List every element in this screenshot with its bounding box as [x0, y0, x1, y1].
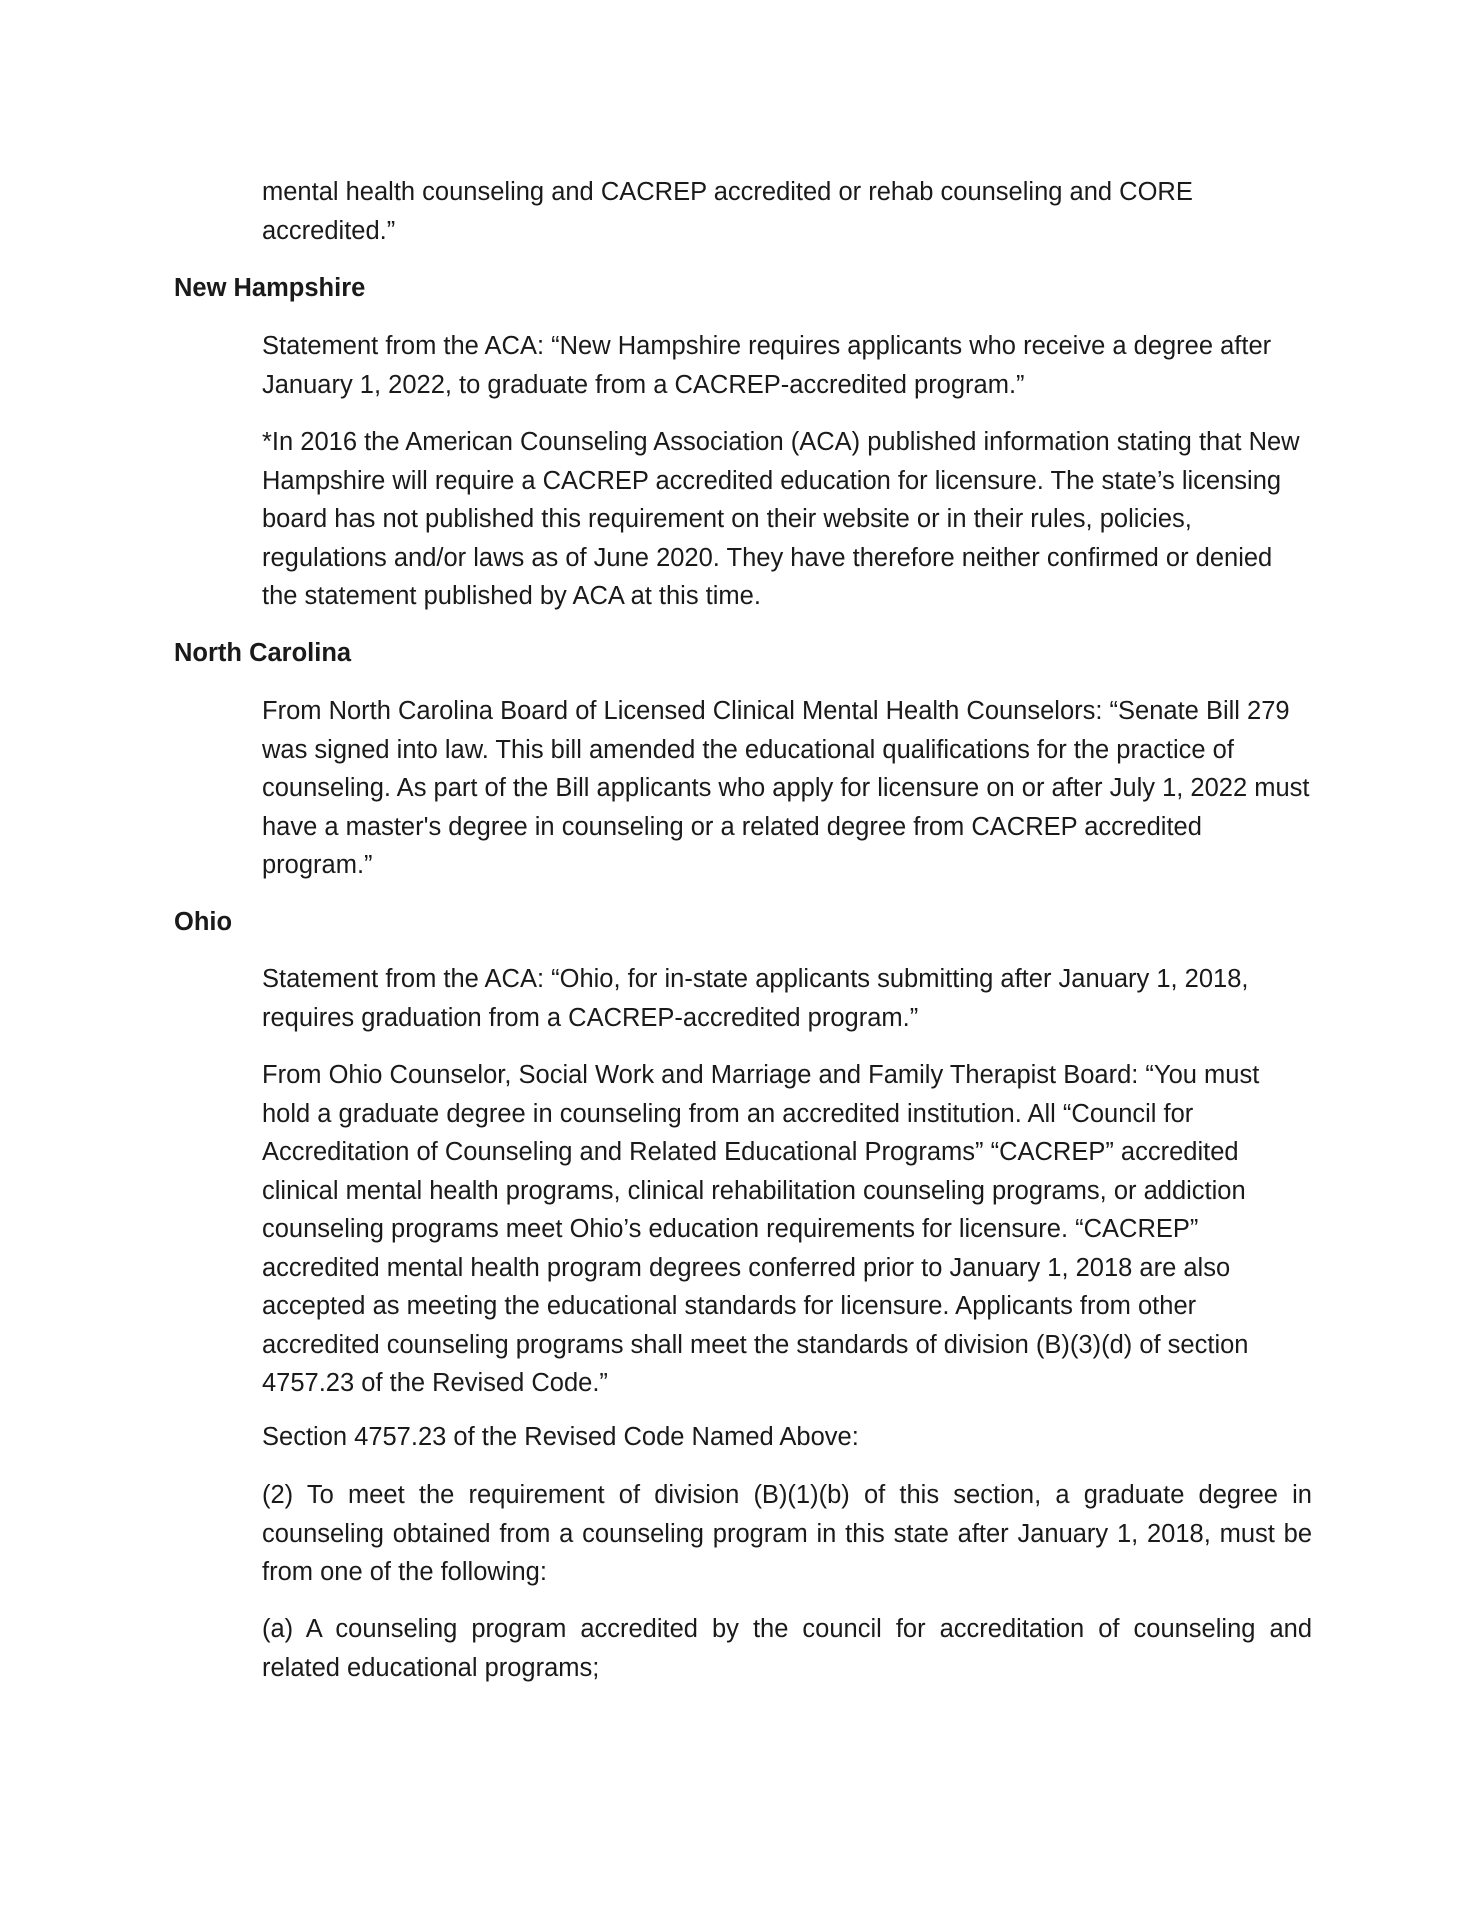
- ohio-aca-statement: Statement from the ACA: “Ohio, for in-state applicants submitting after January 1, 2018, requires graduation from a CACREP-accredited program.”: [262, 965, 1249, 1032]
- ohio-board-statement: From Ohio Counselor, Social Work and Marriage and Family Therapist Board: “You must hold a graduate degree in counseling from an accredited institution. All “Council for Accreditation of Counseling and Related Educational Programs” “CACREP” accredited clinical mental health programs, clinical rehabilitation counseling programs, or addiction counseling programs meet Ohio’s education requirements for licensure. “CACREP” accredited mental health program degrees conferred prior to January 1, 2018 are also accepted as meeting the educational standards for licensure. Applicants from other accredited counseling programs shall meet the standards of division (B)(3)(d) of section 4757.23 of the Revised Code.”: [262, 1061, 1260, 1397]
- new-hampshire-aca-statement: Statement from the ACA: “New Hampshire requires applicants who receive a degree after January 1, 2022, to graduate from a CACREP-accredited program.”: [262, 332, 1272, 399]
- north-carolina-board-statement: From North Carolina Board of Licensed Clinical Mental Health Counselors: “Senate Bill 279 was signed into law. This bill amended the educational qualifications for the practice of counseling. As part of the Bill applicants who apply for licensure on or after July 1, 2022 must have a master's degree in counseling or a related degree from CACREP accredited program.”: [262, 697, 1310, 879]
- ohio-clause-2: (2) To meet the requirement of division (B)(1)(b) of this section, a graduate degree in counseling obtained from a counseling program in this state after January 1, 2018, must be from one of the following:: [262, 1481, 1312, 1586]
- heading-new-hampshire: New Hampshire: [174, 274, 366, 302]
- heading-north-carolina: North Carolina: [174, 639, 352, 667]
- heading-ohio: Ohio: [174, 908, 233, 936]
- ohio-clause-a: (a) A counseling program accredited by the council for accreditation of counseling and related educational programs;: [262, 1615, 1312, 1682]
- ohio-code-heading: Section 4757.23 of the Revised Code Named Above:: [262, 1423, 859, 1451]
- new-hampshire-note: *In 2016 the American Counseling Association (ACA) published information stating that New Hampshire will require a CACREP accredited education for licensure. The state’s licensing board has not published this requirement on their website or in their rules, policies, regulations and/or laws as of June 2020. They have therefore neither confirmed or denied the statement published by ACA at this time.: [262, 428, 1300, 610]
- intro-continuation: mental health counseling and CACREP accredited or rehab counseling and CORE accredited.”: [262, 178, 1193, 245]
